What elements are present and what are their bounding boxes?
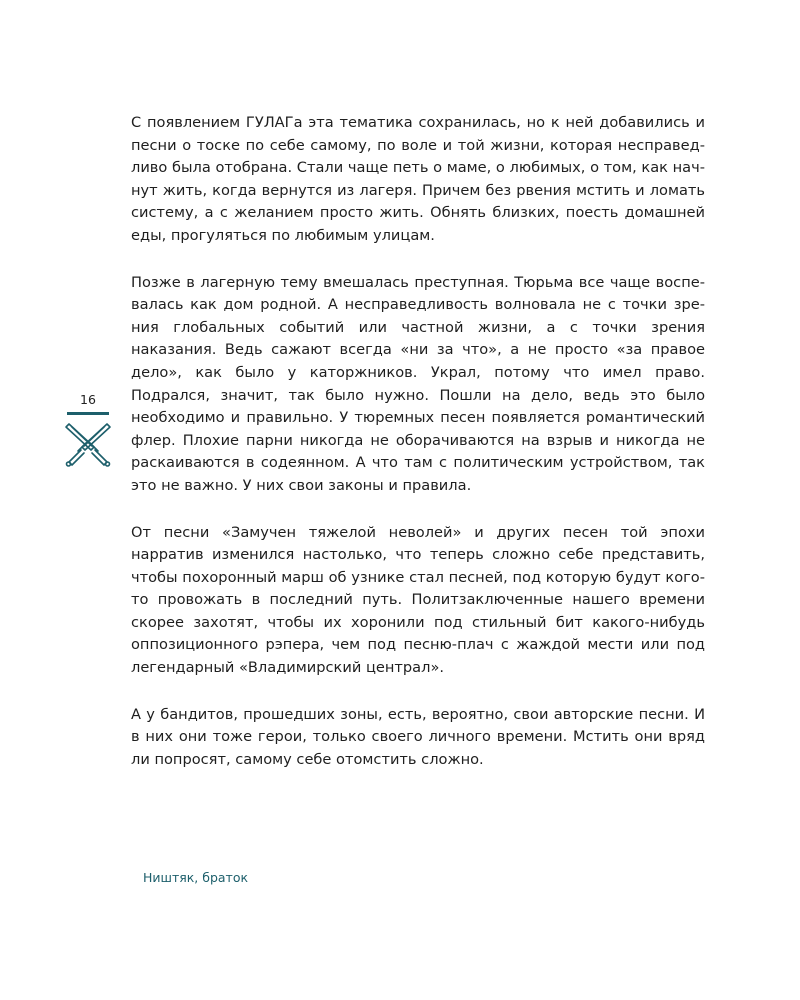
paragraph: Позже в лагерную тему вмешалась преступная. Тюрьма все чаще воспевалась как дом родной. А несправедливость волновала не с точки зрения глобальных событий или частной жизни, а с точки зрения наказания. Ведь сажают всегда «ни за что», а не просто «за правое дело», как было у каторжников. Украл, потому что имел право. Подрался, значит, так было нужно. Пошли на дело, ведь это было необходимо и правильно. У тюремных песен появляется романтический флер. Плохие парни никогда не оборачиваются на взрыв и никогда не раскаиваются в содеянном. А что там с политическим устройством, так это не важно. У них свои законы и правила. <box>131 273 705 494</box>
page-number: 16 <box>80 392 96 407</box>
paragraph: От песни «Замучен тяжелой неволей» и других песен той эпохи нарратив изменился настолько, что теперь сложно себе представить, чтобы похоронный марш об узнике стал песней, под которую будут кого-то провожать в последний путь. Политзаключенные нашего времени скорее захотят, чтобы их хоронили под стильный бит какого-нибудь оппозиционного рэпера, чем под песню-плач с жаждой мести или под легендарный «Владимирский централ». <box>131 523 705 677</box>
marker-rule <box>67 412 109 415</box>
paragraph: А у бандитов, прошедших зоны, есть, вероятно, свои авторские песни. И в них они тоже герои, только своего личного времени. Мстить они вряд ли попросят, самому себе отомстить сложно. <box>131 705 705 768</box>
paragraph: С появлением ГУЛАГа эта тематика сохранилась, но к ней добавились и песни о тоске по себе самому, по воле и той жизни, которая несправедливо была отобрана. Стали чаще петь о маме, о любимых, о том, как начнут жить, когда вернутся из лагеря. Причем без рвения мстить и ломать систему, а с желанием просто жить. Обнять близких, поесть домашней еды, прогуляться по любимым улицам. <box>131 114 705 244</box>
crossed-knives-icon <box>63 421 113 467</box>
page-marker <box>60 392 116 467</box>
running-footer: Ништяк, браток <box>143 870 249 885</box>
body-text <box>131 112 705 795</box>
